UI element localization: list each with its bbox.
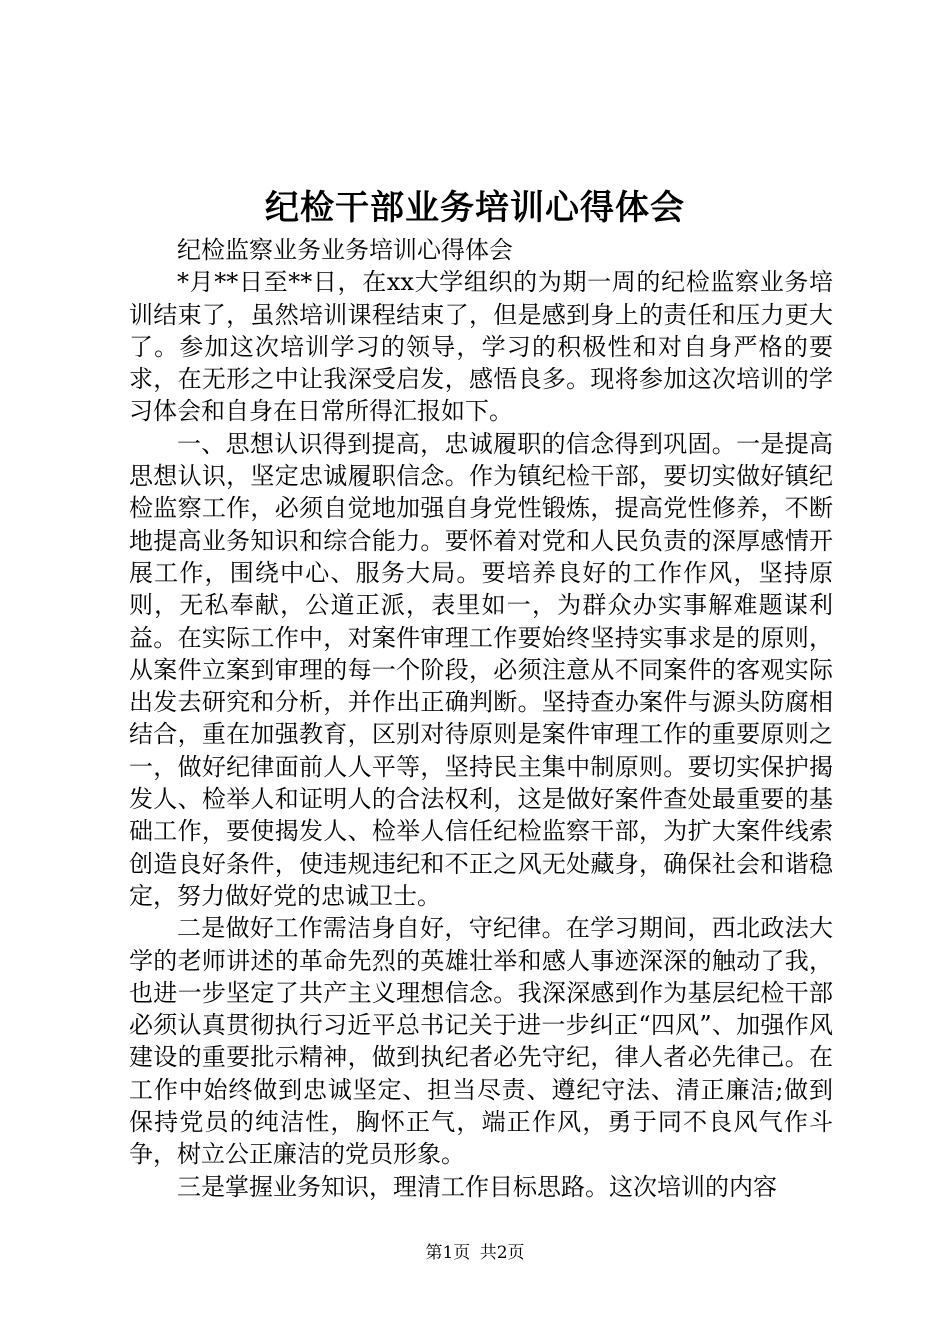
body-paragraph-1: 一、思想认识得到提高，忠诚履职的信念得到巩固。一是提高思想认识，坚定忠诚履职信念。作为镇纪检干部，要切实做好镇纪检监察工作，必须自觉地加强自身党性锻炼，提高党性修养，不断地提高业务知识和综合能力。要怀着对党和人民负责的深厚感情开展工作，围绕中心、服务大局。要培养良好的工作作风，坚持原则，无私奉献，公道正派，表里如一，为群众办实事解难题谋利益。在实际工作中，对案件审理工作要始终坚持实事求是的原则，从案件立案到审理的每一个阶段，必须注意从不同案件的客观实际出发去研究和分析，并作出正确判断。坚持查办案件与源头防腐相结合，重在加强教育，区别对待原则是案件审理工作的重要原则之一，做好纪律面前人人平等，坚持民主集中制原则。要切实保护揭发人、检举人和证明人的合法权利，这是做好案件查处最重要的基础工作，要使揭发人、检举人信任纪检监察干部，为扩大案件线索创造良好条件，使违规违纪和不正之风无处藏身，确保社会和谐稳定，努力做好党的忠诚卫士。 [129, 429, 833, 910]
subtitle-paragraph: 纪检监察业务业务培训心得体会 [177, 236, 513, 264]
document-title: 纪检干部业务培训心得体会 [265, 188, 685, 228]
intro-paragraph: *月**日至**日，在xx大学组织的为期一周的纪检监察业务培训结束了，虽然培训课程结束了，但是感到身上的责任和压力更大了。参加这次培训学习的领导，学习的积极性和对自身严格的要求，在无形之中让我深受启发，感悟良多。现将参加这次培训的学习体会和自身在日常所得汇报如下。 [129, 268, 833, 426]
body-paragraph-3: 三是掌握业务知识，理清工作目标思路。这次培训的内容 [177, 1172, 777, 1201]
document-body [129, 234, 833, 1203]
body-paragraph-2: 二是做好工作需洁身自好，守纪律。在学习期间，西北政法大学的老师讲述的革命先烈的英雄壮举和感人事迹深深的触动了我，也进一步坚定了共产主义理想信念。我深深感到作为基层纪检干部必须认真贯彻执行习近平总书记关于进一步纠正“四风”、加强作风建设的重要批示精神，做到执纪者必先守纪，律人者必先律己。在工作中始终做到忠诚坚定、担当尽责、遵纪守法、清正廉洁;做到保持党员的纯洁性，胸怀正气，端正作风，勇于同不良风气作斗争，树立公正廉洁的党员形象。 [129, 914, 833, 1169]
page-number-footer: 第1页 共2页 [425, 1243, 525, 1263]
